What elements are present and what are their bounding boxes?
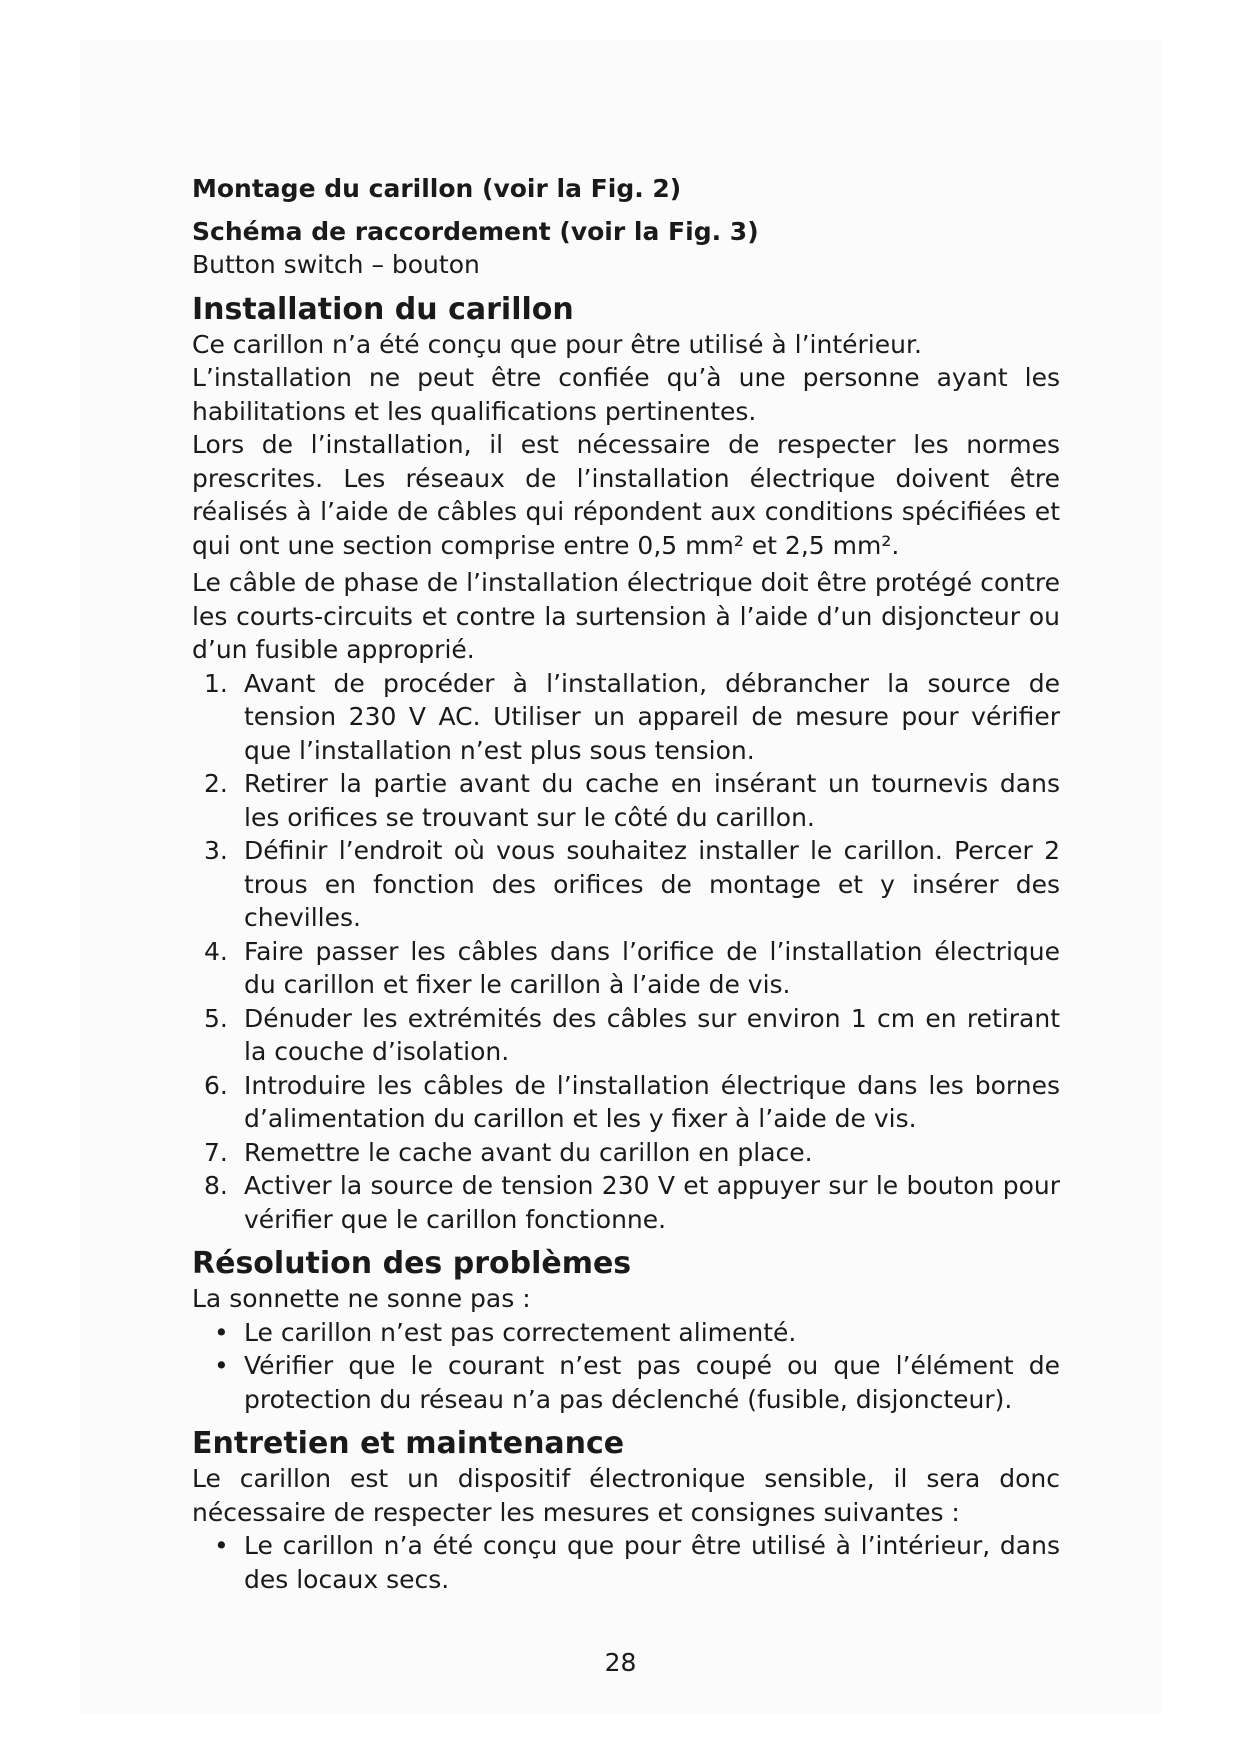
step-text: Avant de procéder à l’installation, débrancher la source de tension 230 V AC. Utiliser un appareil de mesure pour vérifier que l’installation n’est plus sous tension.: [244, 668, 1060, 765]
schema-caption: Button switch – bouton: [192, 250, 480, 279]
schema-heading: Schéma de raccordement (voir la Fig. 3): [192, 217, 759, 246]
list-item: [192, 935, 1060, 1002]
installation-para-4: Le câble de phase de l’installation électrique doit être protégé contre les courts-circuits et contre la surtension à l’aide d’un disjoncteur ou d’un fusible approprié.: [192, 568, 1060, 664]
step-text: Dénuder les extrémités des câbles sur environ 1 cm en retirant la couche d’isolation.: [244, 1003, 1060, 1066]
step-text: Définir l’endroit où vous souhaitez installer le carillon. Percer 2 trous en fonction des orifices de montage et y insérer des chevilles.: [244, 836, 1060, 932]
list-item: [192, 1529, 1060, 1596]
list-item: [192, 667, 1060, 768]
bullet-text: Le carillon n’est pas correctement alimenté.: [244, 1317, 797, 1347]
list-item: [192, 834, 1060, 935]
bullet-text: Le carillon n’a été conçu que pour être utilisé à l’intérieur, dans des locaux secs.: [244, 1531, 1060, 1594]
step-number: 5.: [204, 1003, 228, 1033]
step-text: Remettre le cache avant du carillon en place.: [244, 1137, 813, 1167]
maintenance-bullets: [192, 1529, 1060, 1596]
list-item: [192, 1069, 1060, 1136]
step-text: Introduire les câbles de l’installation électrique dans les bornes d’alimentation du carillon et les y fixer à l’aide de vis.: [244, 1070, 1060, 1133]
list-item: [192, 1349, 1060, 1416]
step-number: 2.: [204, 769, 228, 798]
list-item: [192, 1136, 1060, 1170]
step-number: 7.: [204, 1137, 228, 1167]
step-number: 4.: [204, 936, 228, 966]
installation-title: Installation du carillon: [192, 291, 574, 327]
installation-para-3: Lors de l’installation, il est nécessaire de respecter les normes prescrites. Les réseaux de l’installation électrique doivent être réalisés à l’aide de câbles qui répondent aux conditions spécifiées et qui ont une section comprise entre 0,5 mm² et 2,5 mm².: [192, 430, 1060, 560]
step-number: 1.: [204, 668, 228, 698]
bullet-icon: •: [214, 1317, 229, 1347]
troubleshooting-bullets: [192, 1316, 1060, 1417]
document-content: [192, 172, 1060, 1596]
step-number: 6.: [204, 1070, 228, 1100]
troubleshooting-title: Résolution des problèmes: [192, 1246, 632, 1281]
list-item: [192, 1169, 1060, 1236]
bullet-icon: •: [214, 1351, 229, 1380]
list-item: [192, 767, 1060, 834]
page-number: 28: [604, 1648, 637, 1677]
troubleshooting-intro: La sonnette ne sonne pas :: [192, 1284, 531, 1313]
maintenance-intro: Le carillon est un dispositif électronique sensible, il sera donc nécessaire de respecter les mesures et consignes suivantes :: [192, 1464, 1060, 1527]
step-text: Faire passer les câbles dans l’orifice de l’installation électrique du carillon et fixer le carillon à l’aide de vis.: [244, 936, 1060, 999]
step-number: 3.: [204, 836, 228, 865]
installation-para-2: L’installation ne peut être confiée qu’à une personne ayant les habilitations et les qualifications pertinentes.: [192, 363, 1060, 426]
step-number: 8.: [204, 1171, 228, 1200]
installation-steps: [192, 667, 1060, 1237]
list-item: [192, 1002, 1060, 1069]
bullet-text: Vérifier que le courant n’est pas coupé ou que l’élément de protection du réseau n’a pas déclenché (fusible, disjoncteur).: [244, 1351, 1060, 1414]
bullet-icon: •: [214, 1531, 229, 1560]
installation-para-1: Ce carillon n’a été conçu que pour être utilisé à l’intérieur.: [192, 329, 922, 359]
maintenance-title: Entretien et maintenance: [192, 1426, 625, 1461]
list-item: [192, 1316, 1060, 1350]
step-text: Activer la source de tension 230 V et appuyer sur le bouton pour vérifier que le carillon fonctionne.: [244, 1171, 1060, 1234]
step-text: Retirer la partie avant du cache en insérant un tournevis dans les orifices se trouvant sur le côté du carillon.: [244, 769, 1060, 832]
montage-heading: Montage du carillon (voir la Fig. 2): [192, 174, 682, 203]
